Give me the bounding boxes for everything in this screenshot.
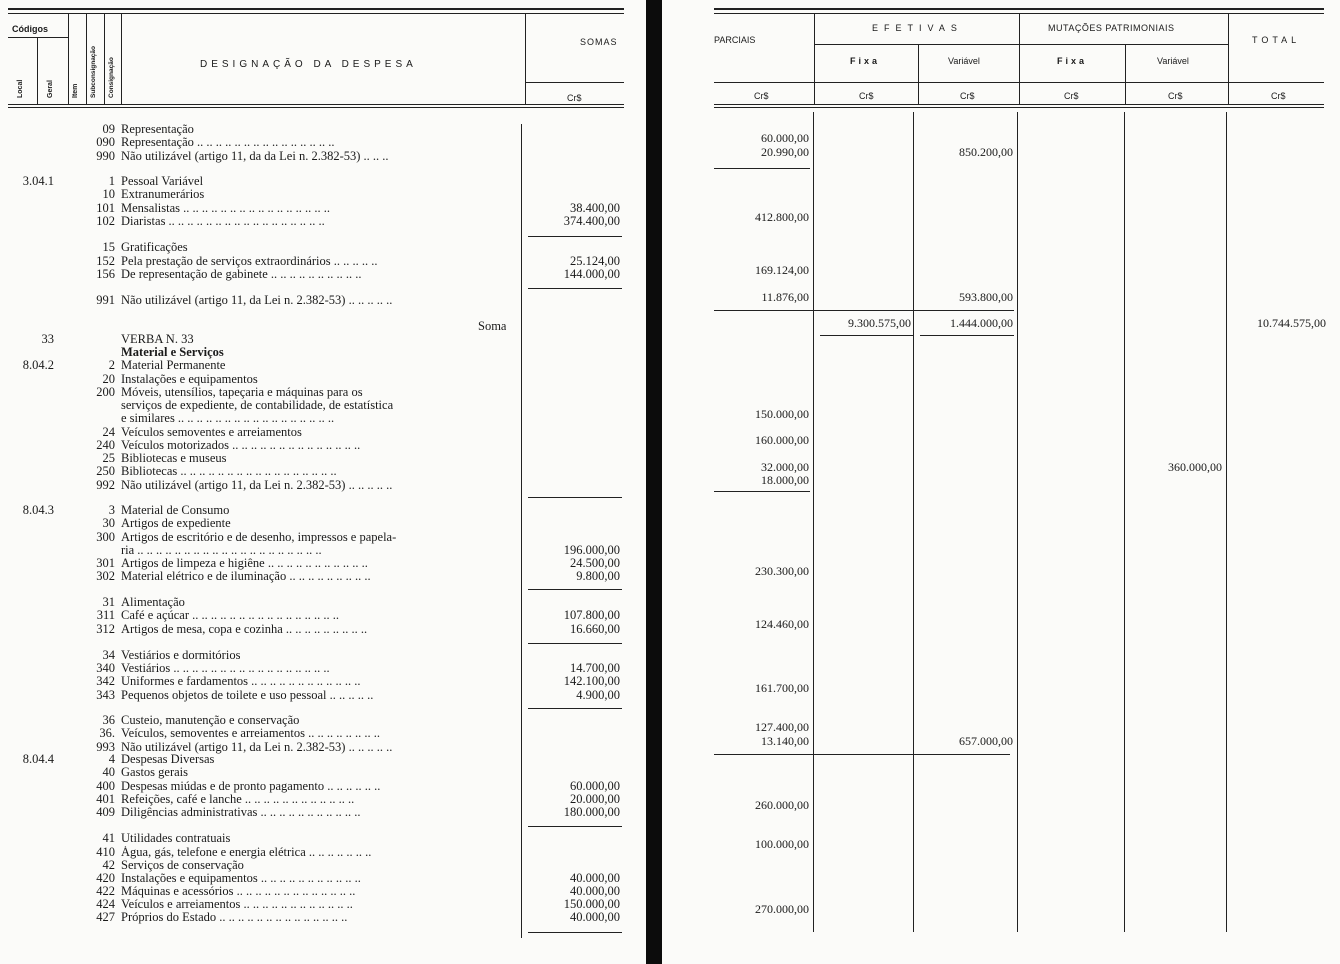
item-code: 24 — [102, 425, 115, 439]
rb-vline-5 — [1226, 112, 1227, 932]
item-code: 36. — [99, 726, 115, 740]
soma-amount: 9.800,00 — [576, 569, 620, 583]
soma-amount: 38.400,00 — [570, 201, 620, 215]
value-parciais: 18.000,00 — [761, 473, 809, 487]
expense-row — [0, 911, 640, 924]
expense-description: Gastos gerais — [121, 766, 188, 779]
expense-description: Pessoal Variável — [121, 175, 204, 188]
expense-description: Pequenos objetos de toilete e uso pessoal .. .. .. .. .. — [121, 689, 374, 702]
item-code: 30 — [102, 516, 115, 530]
item-code: 15 — [102, 240, 115, 254]
value-parciais: 11.876,00 — [761, 290, 809, 304]
value-var1: 850.200,00 — [959, 145, 1013, 159]
item-code: 427 — [96, 910, 115, 924]
expense-row — [0, 623, 640, 636]
local-geral-code: 8.04.4 — [22, 752, 54, 766]
rh-vline-2 — [918, 44, 919, 104]
expense-description: Material Permanente — [121, 359, 226, 372]
mutacoes-label: MUTAÇÕES PATRIMONIAIS — [1048, 23, 1175, 33]
expense-description: Alimentação — [121, 596, 185, 609]
codigos-underline — [8, 37, 68, 38]
item-code: 09 — [102, 122, 115, 136]
value-parciais: 161.700,00 — [755, 681, 809, 695]
expense-description: Material de Consumo — [121, 504, 230, 517]
item-code: 20 — [102, 372, 115, 386]
expense-description: Gratificações — [121, 241, 188, 254]
expense-description: VERBA N. 33 — [121, 333, 194, 346]
expense-row — [0, 346, 640, 359]
item-code: 36 — [102, 713, 115, 727]
expense-description: Artigos de limpeza e higiêne .. .. .. .. .. .. .. .. .. .. .. — [121, 557, 368, 570]
item-code: 401 — [96, 792, 115, 806]
expense-row — [0, 268, 640, 281]
value-var1: 1.444.000,00 — [950, 316, 1013, 330]
header-vline-2 — [68, 14, 69, 104]
parciais-label: PARCIAIS — [714, 35, 756, 45]
item-code: 42 — [102, 858, 115, 872]
rh-sub-rule — [714, 82, 1324, 83]
item-code: 34 — [102, 648, 115, 662]
col-item-label: Item — [72, 83, 79, 98]
expense-row — [0, 188, 640, 201]
expense-row — [0, 806, 640, 819]
expense-row — [0, 714, 640, 727]
expense-row — [0, 531, 640, 544]
expense-row — [0, 294, 640, 307]
expense-description: Próprios do Estado .. .. .. .. .. .. .. .. .. .. .. .. .. .. — [121, 911, 348, 924]
rh-vline-3 — [1019, 14, 1020, 104]
top-rule-thin — [8, 13, 624, 14]
cur-fixa-1: Cr$ — [859, 91, 874, 101]
value-parciais: 60.000,00 — [761, 131, 809, 145]
expense-row — [0, 241, 640, 254]
expense-description: Material elétrico e de iluminação .. .. .. .. .. .. .. .. .. — [121, 570, 371, 583]
header-bottom-rule-1 — [8, 104, 624, 105]
expense-description: Despesas Diversas — [121, 753, 215, 766]
total-label: TOTAL — [1252, 35, 1301, 45]
expense-description: e similares .. .. .. .. .. .. .. .. .. .. .. .. .. .. .. .. .. — [121, 412, 335, 425]
expense-description: Artigos de mesa, copa e cozinha .. .. .. .. .. .. .. .. .. — [121, 623, 368, 636]
header-vline-1 — [37, 37, 38, 104]
value-parciais: 260.000,00 — [755, 798, 809, 812]
cur-fixa-2: Cr$ — [1064, 91, 1079, 101]
item-code: 25 — [102, 451, 115, 465]
expense-row — [0, 359, 640, 372]
item-code: 2 — [108, 358, 115, 372]
expense-description: Não utilizável (artigo 11, da Lei n. 2.382-53) .. .. .. .. .. — [121, 741, 393, 754]
expense-description: De representação de gabinete .. .. .. .. .. .. .. .. .. .. — [121, 268, 362, 281]
expense-description: Extranumerários — [121, 188, 205, 201]
value-parciais: 150.000,00 — [755, 407, 809, 421]
item-code: 101 — [96, 201, 115, 215]
expense-description: Vestiários .. .. .. .. .. .. .. .. .. .. .. .. .. .. .. .. .. — [121, 662, 330, 675]
expense-row — [0, 386, 640, 399]
item-code: 3 — [108, 503, 115, 517]
expense-description: Veículos semoventes e arreiamentos — [121, 426, 302, 439]
expense-description: ria .. .. .. .. .. .. .. .. .. .. .. .. .. .. .. .. .. .. .. .. — [121, 544, 322, 557]
value-parciais: 412.800,00 — [755, 210, 809, 224]
expense-description: Artigos de expediente — [121, 517, 231, 530]
item-code: 40 — [102, 765, 115, 779]
fixa-2-label: Fixa — [1057, 56, 1088, 66]
expense-description: Água, gás, telefone e energia elétrica .. .. .. .. .. .. .. — [121, 846, 372, 859]
rb-rule-5 — [714, 754, 1010, 755]
expense-row — [0, 832, 640, 845]
expense-description: Não utilizável (artigo 11, da Lei n. 2.382-53) .. .. .. .. .. — [121, 294, 393, 307]
expense-row — [0, 570, 640, 583]
expense-row — [0, 175, 640, 188]
rh-mid-rule — [814, 44, 1228, 45]
value-parciais: 13.140,00 — [761, 734, 809, 748]
expense-row — [0, 150, 640, 163]
expense-description: Instalações e equipamentos .. .. .. .. .. .. .. .. .. .. .. — [121, 872, 361, 885]
item-code: 990 — [96, 149, 115, 163]
rb-rule-3a — [820, 335, 914, 336]
item-code: 302 — [96, 569, 115, 583]
soma-amount: 144.000,00 — [563, 267, 620, 281]
expense-row — [0, 465, 640, 478]
item-code: 300 — [96, 530, 115, 544]
expense-description: Veículos e arreiamentos .. .. .. .. .. .. .. .. .. .. .. .. — [121, 898, 353, 911]
soma-amount: 150.000,00 — [563, 897, 620, 911]
expense-description: Diligências administrativas .. .. .. .. .. .. .. .. .. .. .. — [121, 806, 361, 819]
value-parciais: 160.000,00 — [755, 433, 809, 447]
value-var1: 657.000,00 — [959, 734, 1013, 748]
somas-underline — [525, 82, 624, 83]
item-code: 400 — [96, 779, 115, 793]
expense-description: Serviços de conservação — [121, 859, 244, 872]
col-geral-label: Geral — [47, 80, 54, 98]
expense-description: Diaristas .. .. .. .. .. .. .. .. .. .. .. .. .. .. .. .. .. — [121, 215, 325, 228]
soma-amount: 16.660,00 — [570, 622, 620, 636]
soma-amount: 20.000,00 — [570, 792, 620, 806]
soma-amount: 14.700,00 — [570, 661, 620, 675]
soma-amount: 40.000,00 — [570, 884, 620, 898]
item-code: 409 — [96, 805, 115, 819]
sum-rule-3 — [528, 497, 622, 498]
rh-vline-4 — [1125, 44, 1126, 104]
expense-row — [0, 675, 640, 688]
item-code: 156 — [96, 267, 115, 281]
expense-description: serviços de expediente, de contabilidade, de estatística — [121, 399, 394, 412]
cur-variavel-2: Cr$ — [1168, 91, 1183, 101]
header-bottom-rule-2 — [8, 107, 624, 108]
rb-vline-4 — [1124, 112, 1125, 932]
expense-row — [0, 517, 640, 530]
expense-row — [0, 689, 640, 702]
value-parciais: 230.300,00 — [755, 564, 809, 578]
cur-parciais: Cr$ — [754, 91, 769, 101]
variavel-1-label: Variável — [948, 56, 980, 66]
expense-description: Representação .. .. .. .. .. .. .. .. .. .. .. .. .. .. .. — [121, 136, 335, 149]
header-vline-5 — [121, 14, 122, 104]
rb-rule-1 — [714, 168, 810, 169]
expense-row — [0, 439, 640, 452]
soma-amount: 374.400,00 — [563, 214, 620, 228]
expense-description: Artigos de escritório e de desenho, impressos e papela- — [121, 531, 397, 544]
expense-row — [0, 136, 640, 149]
item-code: 31 — [102, 595, 115, 609]
value-parciais: 32.000,00 — [761, 460, 809, 474]
soma-amount: 196.000,00 — [563, 543, 620, 557]
rh-vline-1 — [814, 14, 815, 104]
item-code: 311 — [96, 608, 115, 622]
expense-description: Uniformes e fardamentos .. .. .. .. .. .. .. .. .. .. .. .. — [121, 675, 361, 688]
expense-row — [0, 333, 640, 346]
value-parciais: 20.990,00 — [761, 145, 809, 159]
expense-row — [0, 399, 640, 412]
expense-description: Não utilizável (artigo 11, da da Lei n. 2.382-53) .. .. .. — [121, 150, 389, 163]
header-vline-4 — [104, 14, 105, 104]
soma-amount: 180.000,00 — [563, 805, 620, 819]
item-code: 1 — [108, 174, 115, 188]
sum-rule-8 — [528, 932, 622, 933]
item-code: 422 — [96, 884, 115, 898]
item-code: 4 — [108, 752, 115, 766]
rb-vline-2 — [913, 112, 914, 932]
expense-row — [0, 504, 640, 517]
expense-description: Móveis, utensílios, tapeçaria e máquinas para os — [121, 386, 363, 399]
sum-rule-6 — [528, 708, 622, 709]
item-code: 420 — [96, 871, 115, 885]
value-parciais: 169.124,00 — [755, 263, 809, 277]
item-code: 340 — [96, 661, 115, 675]
expense-description: Pela prestação de serviços extraordinários .. .. .. .. .. — [121, 255, 378, 268]
local-geral-code: 8.04.2 — [22, 358, 54, 372]
expense-row — [0, 609, 640, 622]
expense-description: Refeições, café e lanche .. .. .. .. .. .. .. .. .. .. .. .. — [121, 793, 355, 806]
value-total: 10.744.575,00 — [1257, 316, 1326, 330]
soma-label: Soma — [478, 320, 507, 333]
local-geral-code: 33 — [41, 332, 54, 346]
expense-description: Utilidades contratuais — [121, 832, 231, 845]
header-vline-3 — [86, 14, 87, 104]
rb-rule-3b — [920, 335, 1014, 336]
item-code: 991 — [96, 293, 115, 307]
col-local-label: Local — [17, 79, 24, 98]
rh-vline-5 — [1228, 14, 1229, 104]
sum-rule-1 — [528, 236, 622, 237]
local-geral-code: 8.04.3 — [22, 503, 54, 517]
item-code: 993 — [96, 740, 115, 754]
expense-description: Representação — [121, 123, 194, 136]
sum-rule-7 — [528, 826, 622, 827]
item-code: 342 — [96, 674, 115, 688]
expense-row — [0, 727, 640, 740]
expense-description: Não utilizável (artigo 11, da Lei n. 2.382-53) .. .. .. .. .. — [121, 479, 393, 492]
item-code: 424 — [96, 897, 115, 911]
soma-amount: 60.000,00 — [570, 779, 620, 793]
sum-rule-5 — [528, 643, 622, 644]
value-parciais: 124.460,00 — [755, 617, 809, 631]
value-var1: 593.800,00 — [959, 290, 1013, 304]
item-code: 10 — [102, 187, 115, 201]
sum-rule-4 — [528, 589, 622, 590]
item-code: 090 — [96, 135, 115, 149]
somas-label: SOMAS — [580, 37, 618, 47]
efetivas-label: EFETIVAS — [872, 23, 963, 33]
item-code: 992 — [96, 478, 115, 492]
col-subconsignacao-label: Subconsignação — [90, 45, 97, 98]
expense-description: Material e Serviços — [121, 346, 224, 359]
expense-description: Bibliotecas e museus — [121, 452, 227, 465]
expense-row — [0, 215, 640, 228]
expense-description: Instalações e equipamentos — [121, 373, 258, 386]
soma-amount: 25.124,00 — [570, 254, 620, 268]
top-rule-thick — [8, 8, 624, 10]
item-code: 41 — [102, 831, 115, 845]
variavel-2-label: Variável — [1157, 56, 1189, 66]
right-top-rule-thick — [714, 8, 1324, 10]
value-parciais: 100.000,00 — [755, 837, 809, 851]
item-code: 102 — [96, 214, 115, 228]
cur-total: Cr$ — [1271, 91, 1286, 101]
expense-row — [0, 766, 640, 779]
value-var2: 360.000,00 — [1168, 460, 1222, 474]
expense-row — [0, 596, 640, 609]
cur-variavel-1: Cr$ — [960, 91, 975, 101]
designacao-title: DESIGNAÇÃO DA DESPESA — [200, 59, 417, 70]
fixa-1-label: Fixa — [850, 56, 881, 66]
rb-rule-4 — [714, 491, 810, 492]
item-code: 343 — [96, 688, 115, 702]
item-code: 240 — [96, 438, 115, 452]
book-gutter — [646, 0, 662, 964]
soma-amount: 4.900,00 — [576, 688, 620, 702]
expense-description: Bibliotecas .. .. .. .. .. .. .. .. .. .. .. .. .. .. .. .. .. — [121, 465, 337, 478]
item-code: 250 — [96, 464, 115, 478]
rh-bottom-rule-2 — [714, 107, 1324, 108]
rh-bottom-rule-1 — [714, 104, 1324, 105]
expense-row — [0, 479, 640, 492]
item-code: 410 — [96, 845, 115, 859]
expense-description: Máquinas e acessórios .. .. .. .. .. .. .. .. .. .. .. .. .. — [121, 885, 356, 898]
local-geral-code: 3.04.1 — [22, 174, 54, 188]
soma-amount: 107.800,00 — [563, 608, 620, 622]
soma-amount: 40.000,00 — [570, 871, 620, 885]
expense-description: Veículos, semoventes e arreiamentos .. .. .. .. .. .. .. .. — [121, 727, 380, 740]
somas-currency: Cr$ — [567, 93, 582, 103]
expense-row — [0, 320, 640, 333]
expense-description: Vestiários e dormitórios — [121, 649, 241, 662]
value-fixa1: 9.300.575,00 — [848, 316, 911, 330]
expense-description: Custeio, manutenção e conservação — [121, 714, 300, 727]
sum-rule-2 — [528, 288, 622, 289]
expense-row — [0, 753, 640, 766]
soma-amount: 142.100,00 — [563, 674, 620, 688]
rb-vline-3 — [1017, 112, 1018, 932]
col-consignacao-label: Consignação — [108, 57, 115, 98]
value-parciais: 270.000,00 — [755, 902, 809, 916]
item-code: 301 — [96, 556, 115, 570]
value-parciais: 127.400,00 — [755, 720, 809, 734]
soma-amount: 24.500,00 — [570, 556, 620, 570]
expense-description: Café e açúcar .. .. .. .. .. .. .. .. .. .. .. .. .. .. .. .. — [121, 609, 339, 622]
expense-row — [0, 846, 640, 859]
rb-rule-2 — [714, 310, 1014, 311]
expense-description: Despesas miúdas e de pronto pagamento .. .. .. .. .. .. — [121, 780, 381, 793]
item-code: 200 — [96, 385, 115, 399]
item-code: 312 — [96, 622, 115, 636]
expense-description: Veículos motorizados .. .. .. .. .. .. .. .. .. .. .. .. .. .. — [121, 439, 361, 452]
soma-amount: 40.000,00 — [570, 910, 620, 924]
expense-row — [0, 412, 640, 425]
expense-description: Mensalistas .. .. .. .. .. .. .. .. .. .. .. .. .. .. .. .. — [121, 202, 331, 215]
codigos-label: Códigos — [12, 24, 48, 34]
item-code: 152 — [96, 254, 115, 268]
header-vline-somas — [525, 14, 526, 104]
rb-vline-1 — [813, 112, 814, 932]
